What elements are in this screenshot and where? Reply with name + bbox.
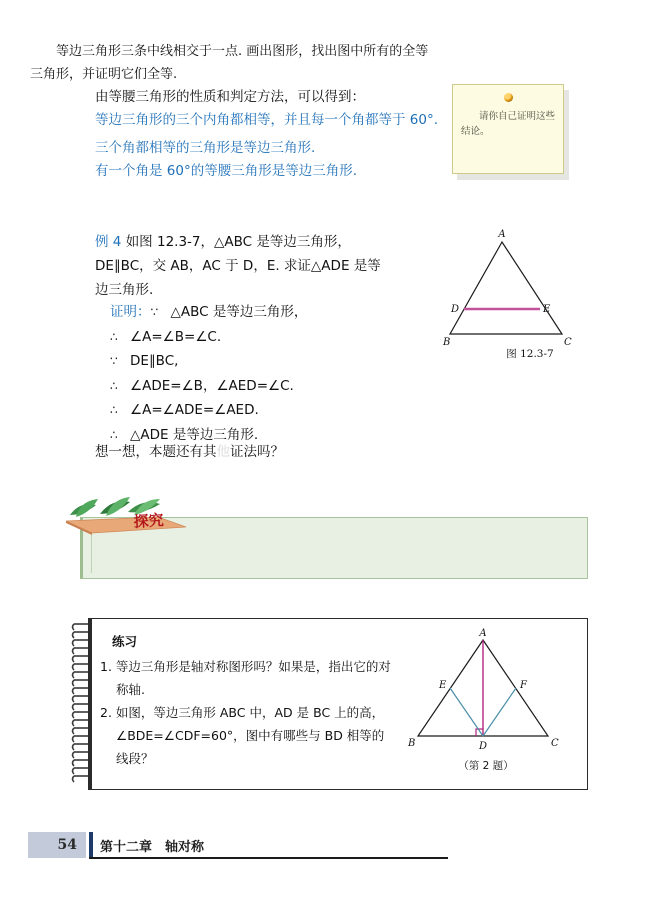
point-label-d: D bbox=[479, 741, 488, 752]
conclusion-1: 等边三角形的三个内角都相等，并且每一个角都等于 60°. bbox=[95, 112, 439, 128]
intro-lead: 由等腰三角形的性质和判定方法，可以得到： bbox=[95, 89, 365, 105]
proof-line-1 bbox=[110, 325, 410, 350]
sticky-note-body bbox=[452, 84, 564, 174]
figure-problem-2-drawing bbox=[400, 628, 572, 758]
explore-section bbox=[62, 487, 590, 582]
chapter-title: 第十二章 轴对称 bbox=[100, 839, 205, 855]
page-footer bbox=[28, 832, 448, 858]
example-body: 如图 12.3-7，△ABC 是等边三角形，DE∥BC，交 AB，AC 于 D，E. 求证△ADE 是等边三角形. bbox=[95, 234, 381, 298]
explore-text bbox=[30, 40, 510, 86]
spiral-binding-icon bbox=[68, 618, 98, 790]
explore-line-2: 三角形，并证明它们全等. bbox=[30, 67, 178, 82]
sticky-note-text: 请你自己证明这些结论。 bbox=[461, 111, 556, 137]
therefore-icon: ∴ bbox=[110, 378, 118, 393]
proof-text-2: DE∥BC, bbox=[130, 353, 179, 369]
because-icon: ∵ bbox=[110, 354, 118, 368]
proof-line-4 bbox=[110, 398, 410, 423]
vertex-label-b: B bbox=[443, 337, 451, 348]
exercise-title: 练习 bbox=[112, 634, 138, 649]
exercise-item-2-line-3: 线段？ bbox=[116, 751, 154, 766]
exercise-item-1: 1. 等边三角形是轴对称图形吗？如果是，指出它的对称轴. bbox=[100, 659, 391, 697]
footer-accent-bar bbox=[89, 832, 93, 858]
footer-rule bbox=[89, 857, 448, 859]
point-label-e: E bbox=[543, 304, 551, 315]
pin-icon bbox=[504, 93, 513, 102]
vertex-label-b: B bbox=[408, 738, 416, 749]
proof-text-5: △ADE 是等边三角形. bbox=[130, 426, 259, 443]
conclusion-2: 三个角都相等的三角形是等边三角形. bbox=[95, 140, 316, 156]
therefore-icon: ∴ bbox=[110, 403, 118, 417]
thinking-prompt bbox=[95, 440, 284, 460]
segment-de bbox=[450, 688, 483, 736]
example-block bbox=[95, 230, 385, 302]
proof-label: 证明： bbox=[110, 304, 151, 320]
proof-block bbox=[110, 300, 410, 447]
proof-text-3: ∠ADE=∠B，∠AED=∠C. bbox=[130, 377, 294, 394]
thinking-faded-char: 他 bbox=[216, 444, 230, 460]
vertex-label-c: C bbox=[564, 337, 572, 348]
explore-banner-label: 探究 bbox=[133, 510, 165, 531]
figure-12-3-7 bbox=[440, 228, 620, 368]
conclusion-3: 有一个角是 60°的等腰三角形是等边三角形. bbox=[95, 163, 358, 179]
point-label-d: D bbox=[451, 304, 460, 315]
exercise-item-2-line-2: ∠BDE=∠CDF=60°，图中有哪些与 BD 相等的 bbox=[116, 728, 385, 743]
explore-sprout-icon bbox=[62, 487, 192, 537]
proof-text-4: ∠A=∠ADE=∠AED. bbox=[130, 402, 259, 418]
vertex-label-a: A bbox=[479, 628, 487, 639]
point-label-f: F bbox=[520, 680, 527, 691]
therefore-icon: ∴ bbox=[110, 329, 118, 344]
figure-12-3-7-drawing bbox=[440, 228, 620, 348]
intro-block bbox=[95, 86, 440, 182]
triangle-abc bbox=[450, 242, 562, 334]
proof-text-0: △ABC 是等边三角形， bbox=[170, 304, 308, 320]
figure-problem-2-caption: （第 2 题） bbox=[458, 760, 514, 772]
thinking-text: 想一想，本题还有其 bbox=[95, 444, 217, 460]
point-label-e: E bbox=[439, 680, 447, 691]
figure-12-3-7-caption: 图 12.3-7 bbox=[506, 348, 554, 360]
page-number: 54 bbox=[57, 837, 77, 853]
segment-df bbox=[483, 688, 516, 736]
exercise-item-2: 2. 如图，等边三角形 ABC 中，AD 是 BC 上的高， bbox=[100, 705, 385, 720]
proof-line-0 bbox=[110, 300, 410, 325]
therefore-icon: ∴ bbox=[110, 427, 118, 442]
thinking-text-end: 证法吗？ bbox=[230, 444, 284, 460]
proof-line-3 bbox=[110, 374, 410, 399]
proof-line-2 bbox=[110, 349, 410, 374]
proof-text-1: ∠A=∠B=∠C. bbox=[130, 328, 222, 345]
exercise-list bbox=[100, 655, 400, 770]
vertex-label-a: A bbox=[498, 229, 506, 240]
vertex-label-c: C bbox=[551, 738, 559, 749]
figure-problem-2 bbox=[400, 628, 572, 780]
example-tag: 例 4 bbox=[95, 234, 122, 250]
sticky-note bbox=[452, 84, 570, 182]
therefore-icon: ∵ bbox=[150, 305, 159, 319]
explore-line-1: 等边三角形三条中线相交于一点. 画出图形，找出图中所有的全等 bbox=[56, 44, 429, 59]
